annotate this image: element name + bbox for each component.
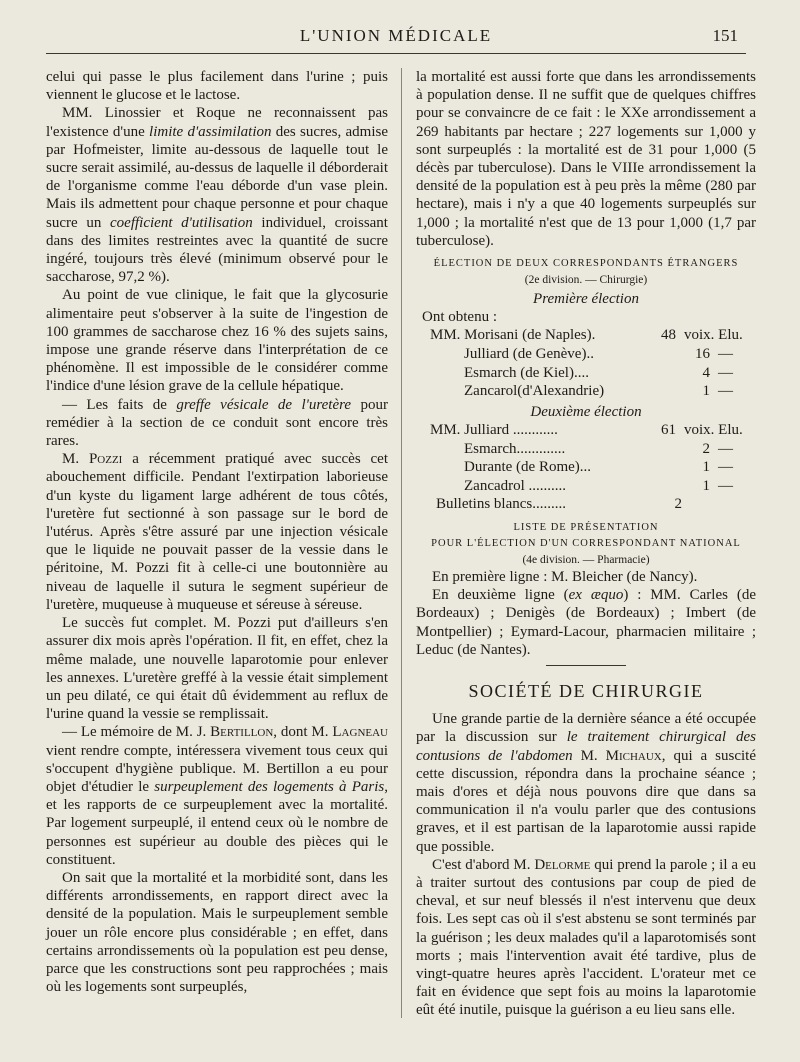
vote-count: 1: [702, 383, 710, 400]
second-line-entry: En deuxième ligne (ex æquo) : MM. Carles (de Bordeaux) ; Denigès (de Bordeaux) ; Imbert (de Montpellier) ; Eymard-Lacour, pharmacien militaire ; Leduc (de Nantes).: [416, 587, 756, 658]
blank-ballots-row: [416, 495, 756, 514]
section-separator: [546, 665, 626, 666]
list-subheading: (4e division. — Pharmacie): [522, 553, 650, 566]
paragraph: la mortalité est aussi forte que dans les arrondissements à population dense. Il ne suffit que de quelques chiffres pour se convaincre de ce fait : le XXe arrondissement a 269 habitants par hectare ; 227 logements sur 1,000 y sont surpeuplés : la mortalité est de 31 pour 1,000 (5 décès par tuberculose). Dans le VIIIe arrondissement la densité de la population est à peu près la même (280 par hectare), mais i n'y a que 40 logements surpeuplés sur 1,000 ; la mortalité n'est que de 13 pour 1,000 (1,7 par tuberculose).: [416, 69, 756, 249]
page-number: 151: [712, 26, 738, 45]
second-election-title: Deuxième élection: [530, 403, 642, 420]
column-divider: [401, 68, 402, 1018]
vote-count: 2: [702, 440, 710, 457]
paragraph: Au point de vue clinique, le fait que la glycosurie alimentaire peut s'observer à la suite de l'ingestion de 100 grammes de saccharose chez 16 % des sujets sains, impose une grande réserve dans l'interprétation de ce phénomène. Il est impossible de le considérer comme l'indice d'une lésion grave de la cellule hépatique.: [46, 287, 388, 395]
vote-row: [416, 458, 756, 477]
paragraph: Le succès fut complet. M. Pozzi put d'ailleurs s'en assurer dix mois après l'opération. Il fit, en effet, chez la même malade, une nouvelle laparotomie pour enlever les annexes. L'uretère greffé à la vessie était simplement un peu dilaté, ce qui était dû évidemment au reflux de l'urine quand la vessie se remplissait.: [46, 615, 388, 723]
running-header: [46, 22, 746, 50]
vote-row: [416, 421, 756, 440]
first-line-entry: En première ligne : M. Bleicher (de Nancy).: [432, 568, 698, 585]
vote-row: [416, 382, 756, 401]
candidate-name: MM. Julliard ............: [430, 422, 558, 439]
vote-result: —: [718, 459, 733, 476]
journal-title: L'UNION MÉDICALE: [299, 26, 493, 45]
section-title: SOCIÉTÉ DE CHIRURGIE: [468, 681, 704, 701]
list-heading: LISTE DE PRÉSENTATION: [513, 521, 659, 533]
second-election-results: [416, 421, 756, 495]
vote-count: 1: [702, 477, 710, 494]
vote-result: voix. Elu.: [684, 422, 743, 439]
candidate-name: MM. Morisani (de Naples).: [430, 327, 596, 344]
vote-result: —: [718, 364, 733, 381]
first-election-results: [416, 326, 756, 400]
candidate-name: Zancarol(d'Alexandrie): [464, 383, 605, 400]
blank-ballots-label: Bulletins blancs.........: [436, 496, 566, 513]
vote-row: [416, 364, 756, 383]
paragraph: Une grande partie de la dernière séance a été occupée par la discussion sur le traitement chirurgical des contusions de l'abdomen M. Michaux, qui a suscité cette discussion, répondra dans la prochaine séance ; mais d'ores et déjà nous pouvons dire que dans sa communication il n'a voulu parler que des contusions graves, et il est partisan de la laparotomie aussi rapide que possible.: [416, 711, 756, 855]
vote-count: 48: [661, 327, 676, 344]
list-heading-2: POUR L'ÉLECTION D'UN CORRESPONDANT NATIONAL: [431, 537, 741, 549]
candidate-name: Esmarch.............: [464, 440, 566, 457]
header-rule: [46, 53, 746, 54]
first-election-title: Première élection: [533, 291, 639, 308]
vote-count: 61: [661, 422, 676, 439]
vote-count: 1: [702, 459, 710, 476]
candidate-name: Julliard (de Genève)..: [464, 346, 594, 363]
vote-result: —: [718, 383, 733, 400]
candidate-name: Zancadrol ..........: [464, 477, 567, 494]
paragraph: M. Pozzi a récemment pratiqué avec succès cet abouchement difficile. Pendant l'extirpation laborieuse d'un kyste du ligament large adhérent de tous côtés, l'uretère fut sectionné à son passage sur le bord de l'utérus. Après s'être assuré par une injection vésicale que le liquide ne pouvait passer de la vessie dans le péritoine, M. Pozzi fit à celle-ci une boutonnière au niveau de laquelle il sutura le segment supérieur de l'uretère, muqueuse à muqueuse et séreuse à séreuse.: [46, 451, 388, 613]
vote-row: [416, 326, 756, 345]
paragraph: celui qui passe le plus facilement dans l'urine ; puis viennent le glucose et le lactose.: [46, 69, 388, 104]
paragraph: — Le mémoire de M. J. Bertillon, dont M. Lagneau vient rendre compte, intéressera vivement tous ceux qui s'occupent d'hygiène publique. M. Bertillon a eu pour objet d'étudier le surpeuplement des logements à Paris, et les rapports de ce surpeuplement avec la mortalité. Par logement surpeuplé, il entend ceux où le nombre de personnes est supérieur au double des pièces qui le constituent.: [46, 724, 389, 868]
vote-row: [416, 477, 756, 496]
vote-result: —: [718, 346, 733, 363]
vote-count: 4: [702, 364, 710, 381]
blank-ballots-count: 2: [674, 496, 682, 513]
ont-obtenu-label: Ont obtenu :: [422, 309, 497, 326]
vote-row: [416, 345, 756, 364]
paragraph: C'est d'abord M. Delorme qui prend la parole ; il a eu à traiter surtout des contusions par coup de pied de cheval, et sur neuf blessés il n'est intervenu que deux fois. Les sept cas où il s'est abstenu se sont terminés par la guérison ; les deux malades qu'il a laparotomisés sont morts ; mais l'intervention avait été tardive, plus de vingt-quatre heures après l'accident. L'orateur met ce fait en évidence que sept fois au moins la laparotomie eût été inutile, puisque la guérison a eu lieu sans elle.: [416, 856, 756, 1019]
candidate-name: Durante (de Rome)...: [464, 459, 592, 476]
paragraph: On sait que la mortalité et la morbidité sont, dans les différents arrondissements, en rapport direct avec la densité de la population. Mais le surpeuplement semble jouer un rôle encore plus considérable ; en effet, dans certains arrondissements où la population est peu dense, parce que les constructions sont peu rapprochées ; mais où les logements sont surpeuplés,: [46, 869, 388, 996]
paragraph: MM. Linossier et Roque ne reconnaissent pas l'existence d'une limite d'assimilation des sucres, admise par Hofmeister, limite au-dessous de laquelle tout le sucre serait assimilé, au-dessus de laquelle il déborderait de l'organisme comme l'eau déborde d'un vase plein. Mais ils admettent pour chaque personne et pour chaque sucre un coefficient d'utilisation individuel, croissant dans des limites restreintes avec la quantité de sucre ingéré, toujours très élevé (minimum observé pour le saccharose, 97,2 %).: [46, 105, 388, 286]
vote-count: 16: [695, 346, 710, 363]
paragraph: — Les faits de greffe vésicale de l'uretère pour remédier à la section de ce conduit sont encore très rares.: [46, 396, 388, 450]
vote-result: —: [718, 440, 733, 457]
vote-result: voix. Elu.: [684, 327, 743, 344]
vote-result: —: [718, 477, 733, 494]
left-column: [46, 68, 388, 996]
candidate-name: Esmarch (de Kiel)....: [464, 364, 589, 381]
election-heading: ÉLECTION DE DEUX CORRESPONDANTS ÉTRANGERS: [433, 258, 739, 270]
election-subheading: (2e division. — Chirurgie): [524, 274, 648, 287]
right-column: [416, 68, 756, 1020]
vote-row: [416, 440, 756, 459]
